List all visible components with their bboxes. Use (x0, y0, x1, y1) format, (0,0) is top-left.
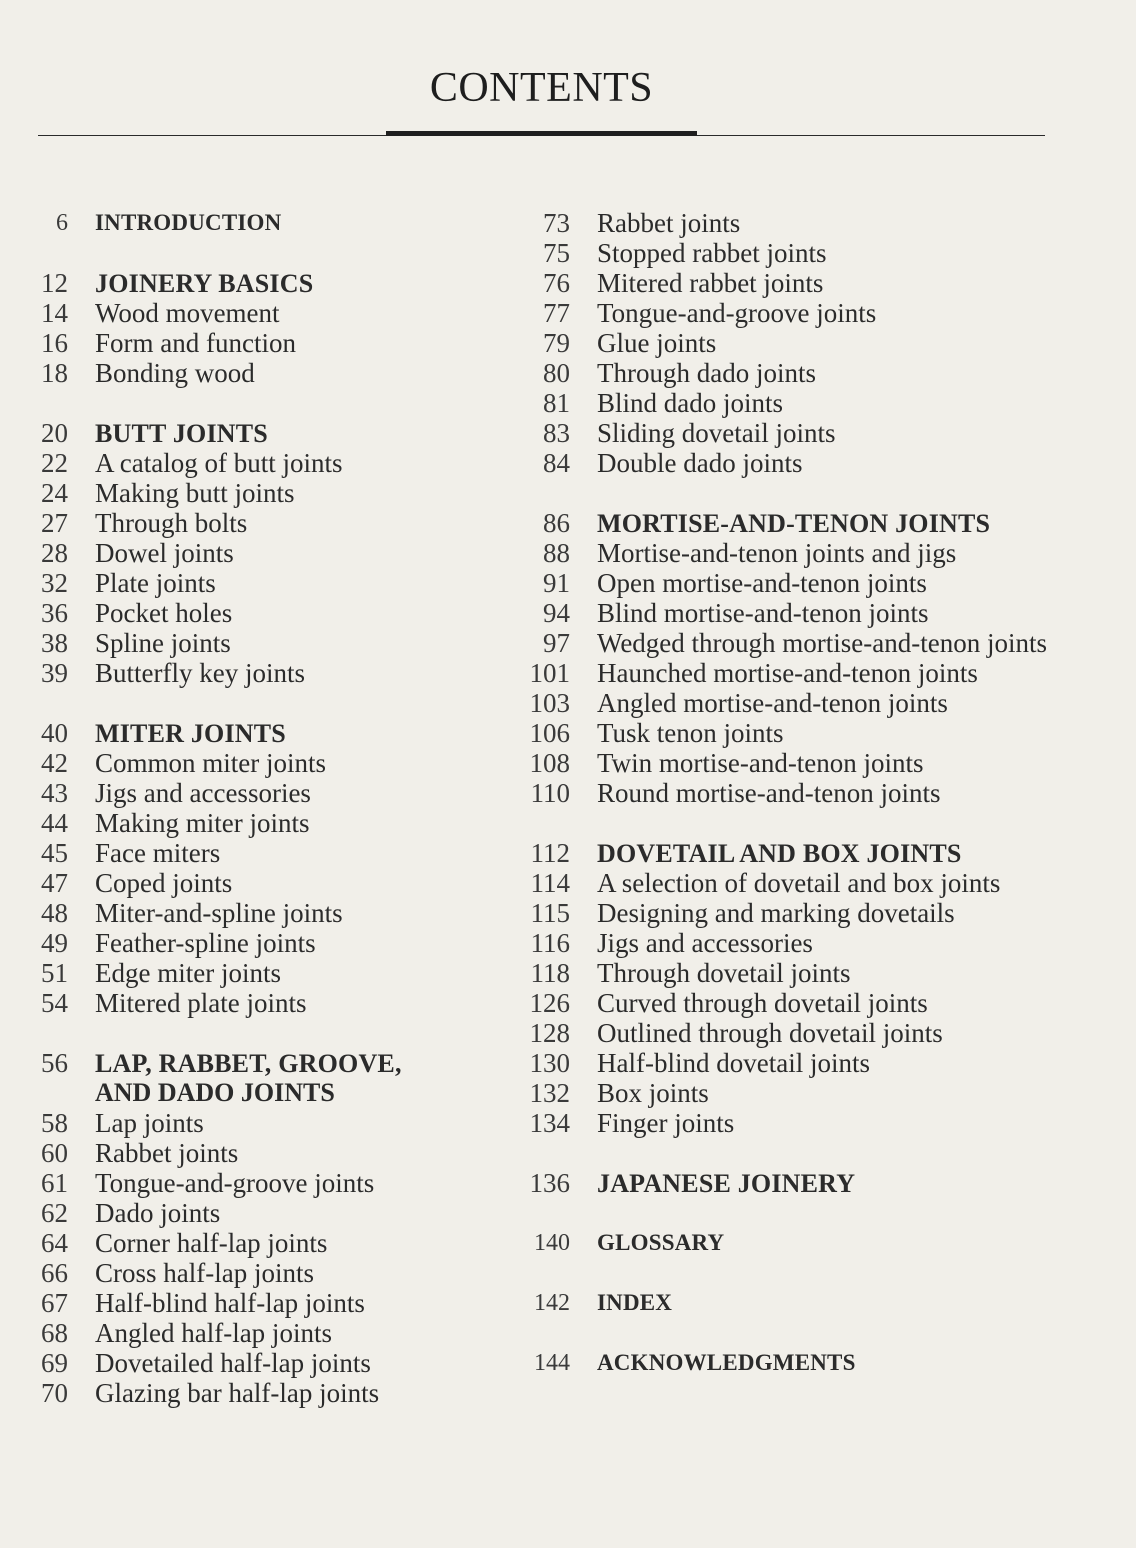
toc-entry[interactable] (522, 658, 1082, 688)
entry-page-number: 97 (543, 628, 570, 658)
toc-entry[interactable] (522, 1078, 1082, 1108)
toc-entry[interactable] (36, 988, 476, 1018)
entry-page-number: 126 (529, 988, 570, 1018)
entry-title: Pocket holes (95, 598, 233, 628)
entry-page-number: 70 (41, 1378, 68, 1408)
toc-entry[interactable] (522, 238, 1082, 268)
entry-page-number: 132 (529, 1078, 570, 1108)
section-title: GLOSSARY (597, 1230, 725, 1255)
toc-entry[interactable] (522, 328, 1082, 358)
toc-entry[interactable] (36, 1198, 476, 1228)
toc-entry[interactable] (522, 988, 1082, 1018)
entry-page-number: 128 (529, 1018, 570, 1048)
entry-page-number: 101 (529, 658, 570, 688)
entry-page-number: 69 (41, 1348, 68, 1378)
section-title: BUTT JOINTS (95, 419, 268, 448)
entry-page-number: 134 (529, 1108, 570, 1138)
toc-entry[interactable] (36, 478, 476, 508)
entry-title: Double dado joints (597, 448, 803, 478)
entry-title: Glazing bar half-lap joints (95, 1378, 380, 1408)
toc-section[interactable] (36, 208, 476, 238)
section-page-number: 136 (529, 1168, 570, 1198)
toc-entry[interactable] (522, 718, 1082, 748)
entry-title: Angled half-lap joints (95, 1318, 332, 1348)
entry-page-number: 110 (530, 778, 570, 808)
toc-section[interactable] (522, 508, 1082, 538)
toc-entry[interactable] (522, 268, 1082, 298)
entry-page-number: 84 (543, 448, 570, 478)
toc-entry[interactable] (36, 1258, 476, 1288)
section-page-number: 112 (530, 838, 570, 868)
entry-page-number: 14 (41, 298, 68, 328)
toc-section[interactable] (522, 1228, 1082, 1258)
entry-title: Feather-spline joints (95, 928, 316, 958)
entry-page-number: 79 (543, 328, 570, 358)
entry-title: Through bolts (95, 508, 248, 538)
entry-title: Tongue-and-groove joints (597, 298, 877, 328)
entry-page-number: 38 (41, 628, 68, 658)
section-page-number: 56 (41, 1048, 68, 1078)
toc-section[interactable] (36, 418, 476, 448)
entry-page-number: 28 (41, 538, 68, 568)
entry-page-number: 36 (41, 598, 68, 628)
section-page-number: 20 (41, 418, 68, 448)
entry-page-number: 116 (530, 928, 570, 958)
entry-page-number: 81 (543, 388, 570, 418)
entry-title: Twin mortise-and-tenon joints (597, 748, 924, 778)
section-title: JAPANESE JOINERY (597, 1169, 856, 1198)
entry-title: A selection of dovetail and box joints (597, 868, 1001, 898)
entry-title: Lap joints (95, 1108, 204, 1138)
toc-entry[interactable] (36, 1138, 476, 1168)
entry-page-number: 27 (41, 508, 68, 538)
toc-entry[interactable] (522, 208, 1082, 238)
section-title: MORTISE-AND-TENON JOINTS (597, 509, 991, 538)
toc-section[interactable] (522, 1348, 1082, 1378)
entry-title: Blind mortise-and-tenon joints (597, 598, 929, 628)
section-title: MITER JOINTS (95, 719, 286, 748)
toc-section[interactable] (522, 1288, 1082, 1318)
entry-page-number: 22 (41, 448, 68, 478)
entry-title: Wedged through mortise-and-tenon joints (597, 628, 1047, 658)
toc-entry[interactable] (36, 328, 476, 358)
page-title: CONTENTS (429, 65, 654, 111)
entry-title: Dowel joints (95, 538, 234, 568)
toc-entry[interactable] (36, 358, 476, 388)
entry-title: Glue joints (597, 328, 717, 358)
entry-page-number: 114 (530, 868, 570, 898)
toc-entry[interactable] (522, 568, 1082, 598)
entry-page-number: 68 (41, 1318, 68, 1348)
entry-title: Dado joints (95, 1198, 221, 1228)
toc-entry[interactable] (522, 538, 1082, 568)
toc-section[interactable] (36, 1048, 476, 1078)
toc-entry[interactable] (522, 898, 1082, 928)
toc-entry[interactable] (36, 1348, 476, 1378)
toc-entry[interactable] (36, 1228, 476, 1258)
entry-title: Blind dado joints (597, 388, 784, 418)
toc-entry[interactable] (36, 1168, 476, 1198)
entry-title: Plate joints (95, 568, 216, 598)
entry-title: Box joints (597, 1078, 709, 1108)
entry-title: Cross half-lap joints (95, 1258, 314, 1288)
entry-page-number: 118 (530, 958, 570, 988)
toc-entry[interactable] (522, 688, 1082, 718)
entry-page-number: 73 (543, 208, 570, 238)
toc-entry[interactable] (522, 418, 1082, 448)
entry-title: Making miter joints (95, 808, 310, 838)
section-page-number: 12 (41, 268, 68, 298)
entry-title: Curved through dovetail joints (597, 988, 928, 1018)
section-page-number: 86 (543, 508, 570, 538)
entry-title: Outlined through dovetail joints (597, 1018, 943, 1048)
entry-page-number: 106 (529, 718, 570, 748)
entry-page-number: 108 (529, 748, 570, 778)
toc-entry[interactable] (36, 568, 476, 598)
entry-page-number: 47 (41, 868, 68, 898)
entry-title: Designing and marking dovetails (597, 898, 955, 928)
toc-entry[interactable] (522, 448, 1082, 478)
toc-entry[interactable] (36, 838, 476, 868)
toc-entry[interactable] (36, 748, 476, 778)
entry-title: Round mortise-and-tenon joints (597, 778, 941, 808)
toc-entry[interactable] (36, 1108, 476, 1138)
entry-title: A catalog of butt joints (95, 448, 343, 478)
entry-page-number: 75 (543, 238, 570, 268)
entry-page-number: 48 (41, 898, 68, 928)
entry-title: Angled mortise-and-tenon joints (597, 688, 948, 718)
entry-page-number: 54 (41, 988, 68, 1018)
section-page-number: 142 (534, 1290, 570, 1316)
entry-page-number: 24 (41, 478, 68, 508)
entry-page-number: 16 (41, 328, 68, 358)
toc-entry[interactable] (522, 868, 1082, 898)
entry-page-number: 49 (41, 928, 68, 958)
toc-entry[interactable] (522, 928, 1082, 958)
entry-title: Wood movement (95, 298, 280, 328)
toc-entry[interactable] (36, 628, 476, 658)
toc-entry[interactable] (36, 598, 476, 628)
entry-page-number: 88 (543, 538, 570, 568)
entry-title: Rabbet joints (95, 1138, 239, 1168)
entry-page-number: 83 (543, 418, 570, 448)
toc-entry[interactable] (522, 1018, 1082, 1048)
entry-page-number: 94 (543, 598, 570, 628)
toc-section[interactable] (36, 268, 476, 298)
section-title: INTRODUCTION (95, 210, 282, 235)
entry-title: Making butt joints (95, 478, 295, 508)
entry-page-number: 42 (41, 748, 68, 778)
entry-page-number: 77 (543, 298, 570, 328)
section-title: INDEX (597, 1290, 673, 1315)
contents-column-left (36, 208, 476, 1408)
entry-title: Haunched mortise-and-tenon joints (597, 658, 978, 688)
section-page-number: 144 (534, 1350, 570, 1376)
toc-entry[interactable] (522, 298, 1082, 328)
toc-entry[interactable] (522, 628, 1082, 658)
entry-title: Half-blind dovetail joints (597, 1048, 870, 1078)
entry-title: Common miter joints (95, 748, 327, 778)
toc-entry[interactable] (36, 1318, 476, 1348)
entry-title: Through dovetail joints (597, 958, 851, 988)
toc-entry[interactable] (522, 388, 1082, 418)
toc-entry[interactable] (36, 1288, 476, 1318)
toc-entry[interactable] (36, 958, 476, 988)
entry-title: Jigs and accessories (95, 778, 311, 808)
entry-page-number: 61 (41, 1168, 68, 1198)
section-title-continued: AND DADO JOINTS (95, 1078, 335, 1107)
entry-page-number: 60 (41, 1138, 68, 1168)
toc-entry[interactable] (36, 808, 476, 838)
toc-entry[interactable] (36, 538, 476, 568)
entry-page-number: 66 (41, 1258, 68, 1288)
toc-entry[interactable] (36, 928, 476, 958)
entry-title: Form and function (95, 328, 296, 358)
section-page-number: 40 (41, 718, 68, 748)
toc-entry[interactable] (36, 868, 476, 898)
entry-title: Spline joints (95, 628, 231, 658)
entry-page-number: 45 (41, 838, 68, 868)
toc-entry[interactable] (522, 358, 1082, 388)
entry-page-number: 39 (41, 658, 68, 688)
entry-title: Butterfly key joints (95, 658, 305, 688)
toc-entry[interactable] (36, 778, 476, 808)
toc-entry[interactable] (522, 958, 1082, 988)
entry-title: Mitered rabbet joints (597, 268, 824, 298)
section-title: JOINERY BASICS (95, 269, 314, 298)
entry-page-number: 103 (529, 688, 570, 718)
entry-page-number: 18 (41, 358, 68, 388)
section-title: ACKNOWLEDGMENTS (597, 1350, 856, 1375)
title-rule-accent (386, 131, 697, 136)
section-page-number: 140 (534, 1230, 570, 1256)
entry-title: Edge miter joints (95, 958, 281, 988)
entry-title: Tusk tenon joints (597, 718, 784, 748)
entry-page-number: 115 (530, 898, 570, 928)
entry-page-number: 58 (41, 1108, 68, 1138)
section-title: DOVETAIL AND BOX JOINTS (597, 839, 962, 868)
entry-title: Through dado joints (597, 358, 816, 388)
entry-title: Corner half-lap joints (95, 1228, 328, 1258)
toc-section[interactable] (522, 1168, 1082, 1198)
section-title: LAP, RABBET, GROOVE, (95, 1049, 402, 1078)
toc-entry[interactable] (522, 1048, 1082, 1078)
entry-title: Mitered plate joints (95, 988, 307, 1018)
entry-title: Mortise-and-tenon joints and jigs (597, 538, 957, 568)
entry-title: Miter-and-spline joints (95, 898, 343, 928)
contents-column-right (522, 208, 1082, 1378)
toc-entry[interactable] (522, 598, 1082, 628)
entry-page-number: 62 (41, 1198, 68, 1228)
toc-entry[interactable] (36, 508, 476, 538)
entry-title: Half-blind half-lap joints (95, 1288, 365, 1318)
toc-entry[interactable] (522, 778, 1082, 808)
entry-title: Sliding dovetail joints (597, 418, 836, 448)
toc-section[interactable] (36, 718, 476, 748)
toc-entry[interactable] (36, 448, 476, 478)
toc-entry[interactable] (36, 658, 476, 688)
toc-entry[interactable] (36, 298, 476, 328)
toc-entry[interactable] (36, 898, 476, 928)
entry-page-number: 67 (41, 1288, 68, 1318)
toc-entry[interactable] (522, 748, 1082, 778)
entry-page-number: 91 (543, 568, 570, 598)
entry-page-number: 44 (41, 808, 68, 838)
entry-page-number: 32 (41, 568, 68, 598)
toc-entry[interactable] (522, 1108, 1082, 1138)
entry-title: Dovetailed half-lap joints (95, 1348, 371, 1378)
entry-title: Coped joints (95, 868, 233, 898)
entry-title: Bonding wood (95, 358, 255, 388)
entry-title: Finger joints (597, 1108, 735, 1138)
entry-page-number: 80 (543, 358, 570, 388)
entry-page-number: 64 (41, 1228, 68, 1258)
entry-page-number: 51 (41, 958, 68, 988)
entry-title: Stopped rabbet joints (597, 238, 827, 268)
toc-section[interactable] (522, 838, 1082, 868)
entry-title: Open mortise-and-tenon joints (597, 568, 927, 598)
entry-title: Face miters (95, 838, 221, 868)
entry-title: Tongue-and-groove joints (95, 1168, 375, 1198)
entry-page-number: 130 (529, 1048, 570, 1078)
entry-page-number: 43 (41, 778, 68, 808)
section-page-number: 6 (56, 210, 68, 236)
entry-page-number: 76 (543, 268, 570, 298)
entry-title: Rabbet joints (597, 208, 741, 238)
entry-title: Jigs and accessories (597, 928, 813, 958)
toc-entry[interactable] (36, 1378, 476, 1408)
